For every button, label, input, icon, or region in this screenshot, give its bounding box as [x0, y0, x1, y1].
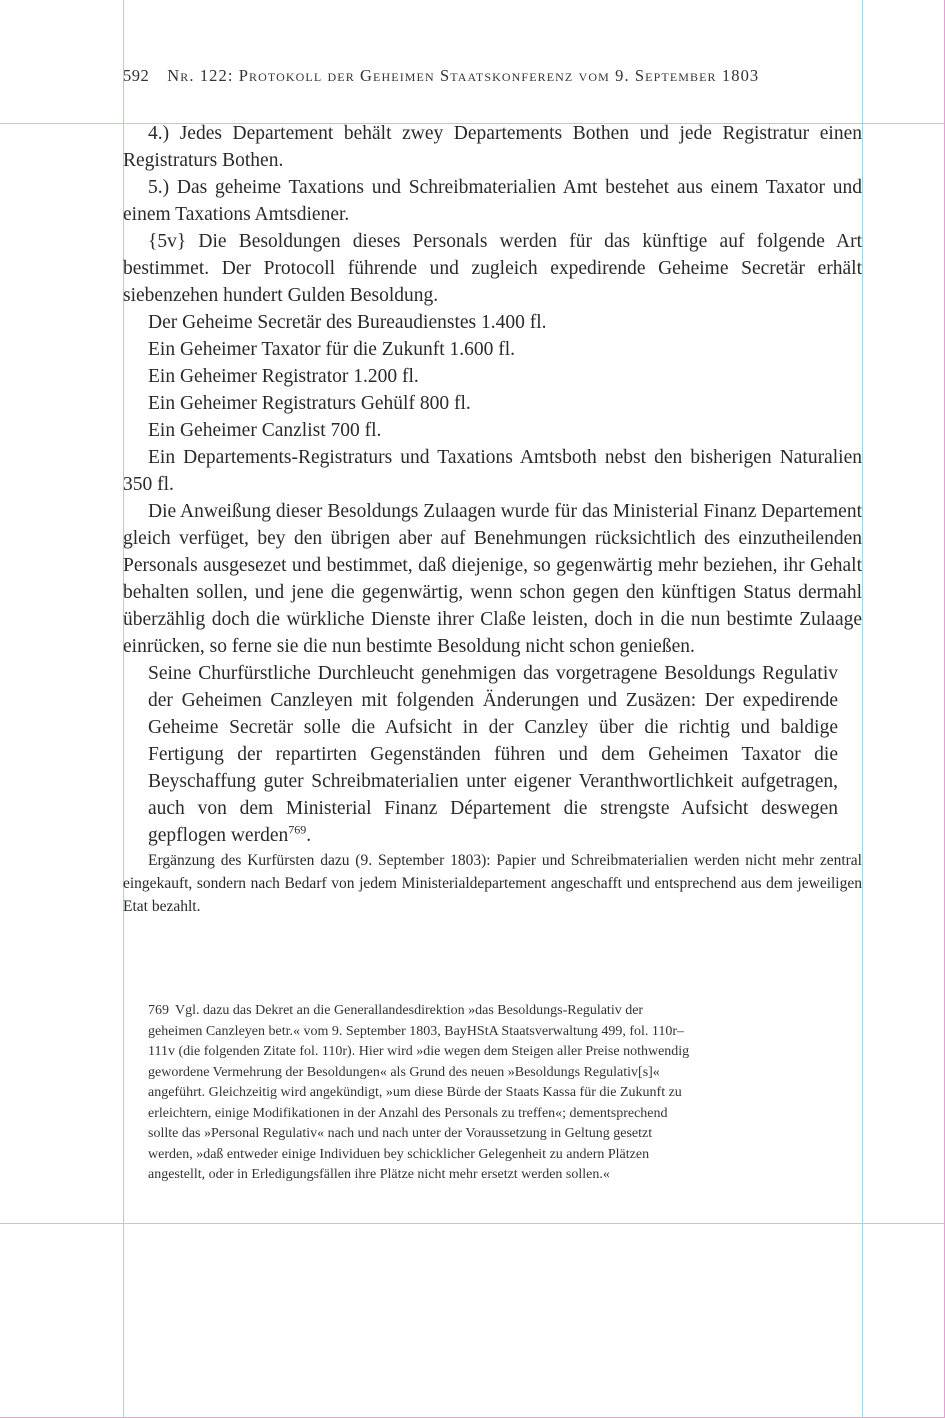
footnote-reference[interactable]: 769	[288, 822, 307, 837]
margin-guide-bottom	[0, 1223, 945, 1224]
paragraph: Ein Geheimer Taxator für die Zukunft 1.600 fl.	[148, 339, 516, 360]
paragraph: Ein Geheimer Canzlist 700 fl.	[148, 420, 382, 441]
paragraph: Ein Geheimer Registrator 1.200 fl.	[148, 366, 419, 387]
supplement-note: Ergänzung des Kurfürsten dazu (9. September 1803): Papier und Schreibmaterialien werden nicht mehr zentral eingekauft, sondern nach Bedarf von jedem Ministerialdepartement angeschafft und entsprechend aus dem jeweiligen Etat bezahlt.	[123, 852, 862, 915]
footnote-text: Vgl. dazu das Dekret an die Generallandesdirektion »das Besoldungs-Regulativ der geheimen Canzleyen betr.« vom 9. September 1803, BayHStA Staatsverwaltung 499, fol. 110r–111v (die folgenden Zitate fol. 110r). Hier wird »die wegen dem Steigen aller Preise nothwendig gewordene Vermehrung der Besoldungen« als Grund des neuen »Besoldungs Regulativ[s]« angeführt. Gleichzeitig wird angekündigt, »um diese Bürde der Staats Kassa für die Zukunft zu erleichtern, einige Modifikationen in der Anzahl des Personals zu treffen«; dementsprechend sollte das »Personal Regulativ« nach und nach unter der Voraussetzung in Geltung gesetzt werden, »daß entweder einige Individuen bey schicklicher Gelegenheit zu andern Plätzen angestellt, oder in Erledigungsfällen ihre Plätze nicht mehr ersetzt werden sollen.«	[148, 1003, 690, 1182]
resolution-text: Seine Churfürstliche Durchleucht genehmigen das vorgetragene Besoldungs Regulativ der Geheimen Canzleyen mit folgenden Änderungen und Zusäzen: Der expedirende Geheime Secretär solle die Aufsicht in der Canzley über die richtig und baldige Fertigung der repartirten Gegenständen führen und dem Geheimen Taxator die Beyschaffung guter Schreibmaterialien unter eigener Veranthwortlichkeit aufgetragen, auch von dem Ministerial Finanz Département die strengste Aufsicht deswegen gepflogen werden	[148, 663, 838, 846]
paragraph: 4.) Jedes Departement behält zwey Departements Bothen und jede Registratur einen Registraturs Bothen.	[123, 123, 862, 171]
main-text	[123, 120, 862, 918]
resolution-block	[148, 660, 838, 849]
footnote	[148, 1001, 693, 1186]
running-title: Nr. 122: Protokoll der Geheimen Staatskonferenz vom 9. September 1803	[167, 66, 760, 85]
paragraph: {5v} Die Besoldungen dieses Personals werden für das künftige auf folgende Art bestimmet. Der Protocoll führende und zugleich expedirende Geheime Secretär erhält siebenzehen hundert Gulden Besoldung.	[123, 231, 862, 306]
paragraph: Die Anweißung dieser Besoldungs Zulaagen wurde für das Ministerial Finanz Departement gleich verfüget, bey den übrigen aber auf Benehmungen rücksichtlich des einzutheilenden Personals ausgesezet und bestimmet, daß diejenige, so gegenwärtig mehr beziehen, ihr Gehalt behalten sollen, und jene die gegenwärtig, wenn schon gegen den künftigen Status dermahl überzählig doch die würkliche Dienste ihrer Claße leisten, doch in die nun bestimte Zulaage einrücken, so ferne sie die nun bestimte Besoldung nicht schon genießen.	[123, 501, 862, 657]
margin-guide-right	[862, 0, 863, 1418]
resolution-end: .	[306, 825, 312, 846]
footnote-number: 769	[148, 1003, 169, 1018]
paragraph: 5.) Das geheime Taxations und Schreibmaterialien Amt bestehet aus einem Taxator und einem Taxations Amtsdiener.	[123, 177, 862, 225]
page-number: 592	[123, 66, 150, 85]
paragraph: Der Geheime Secretär des Bureaudienstes 1.400 fl.	[148, 312, 547, 333]
paragraph: Ein Departements-Registraturs und Taxations Amtsboth nebst den bisherigen Naturalien 350 fl.	[123, 447, 862, 495]
paragraph: Ein Geheimer Registraturs Gehülf 800 fl.	[148, 393, 471, 414]
running-header	[123, 66, 843, 86]
